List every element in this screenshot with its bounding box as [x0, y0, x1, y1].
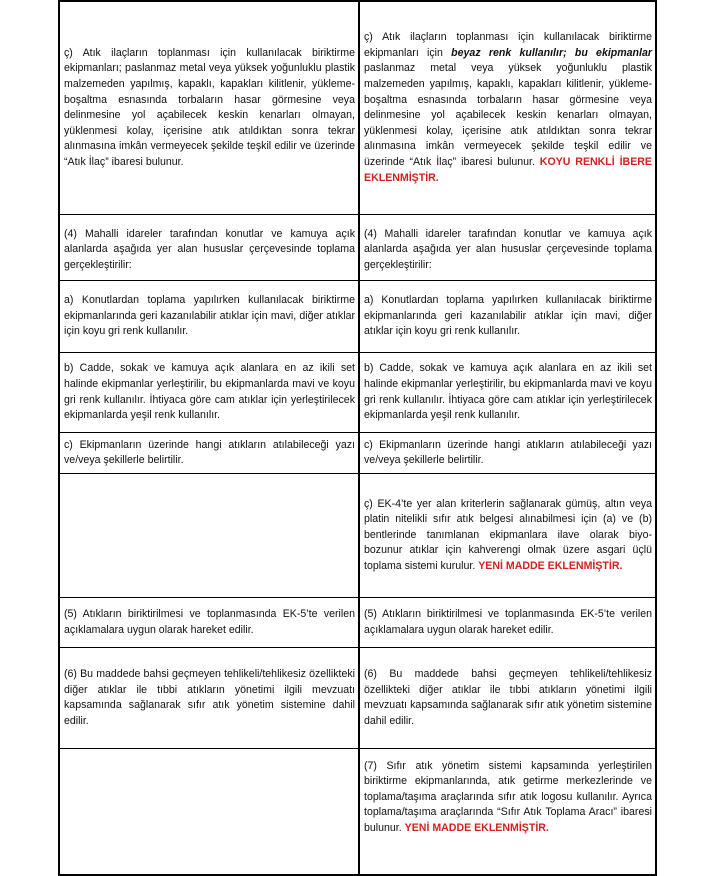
old-text-cell — [59, 214, 359, 280]
new-text-cell — [359, 432, 656, 473]
new-paragraph: b) Cadde, sokak ve kamuya açık alanlara en az ikili set halinde ekipmanlar yerleştirilir, bu ekipmanlarda mavi ve koyu gri renk kullanılır. İhtiyaca göre cam atıklar için yerleştirilecek ekipmanlarda yeşil renk kullanılır. — [364, 362, 652, 422]
old-text-cell — [59, 647, 359, 748]
old-text-cell — [59, 432, 359, 473]
new-paragraph-text: paslanmaz metal veya yüksek yoğunluklu plastik malzemeden yapılmış, kapaklı, kapakları kilitlenir, yükleme-boşaltma esnasında torbaların hasar görmesine veya delinmesine yol açabilecek keskin kenarları olmayan, yüklenmesi kolay, içerisine atık atıldıktan sonra tekrar alınmasına imkân vermeyecek şekilde teşkil edilir ve üzerinde “Atık İlaç” ibaresi bulunur. — [364, 62, 652, 169]
new-paragraph-text: ç) EK-4’te yer alan kriterlerin sağlanarak gümüş, altın veya platin nitelikli sıfır atık belgesi alınabilmesi için (a) ve (b) bentlerinde tanımlanan ekipmanlara ilave olarak biyo-bozunur atıklar için kahverengi olmak üzere asgari üçlü toplama sistemi kurulur. — [364, 497, 652, 573]
new-paragraph: (6) Bu maddede bahsi geçmeyen tehlikeli/tehlikesiz özellikteki diğer atıklar ile tıbbi atıkların yönetimi ilgili mevzuatı kapsamında sağlanarak sıfır atık yönetim sistemine dahil edilir. — [364, 668, 652, 727]
new-paragraph — [364, 30, 652, 186]
old-paragraph: a) Konutlardan toplama yapılırken kullanılacak biriktirme ekipmanlarında geri kazanılabilir atıklar için mavi, diğer atıklar için koyu gri renk kullanılır. — [64, 294, 355, 338]
new-text-cell — [359, 748, 656, 875]
old-text-cell — [59, 597, 359, 647]
new-text-cell — [359, 214, 656, 280]
table-row — [59, 473, 656, 597]
old-paragraph: (6) Bu maddede bahsi geçmeyen tehlikeli/tehlikesiz özellikteki diğer atıklar ile tıbbi atıkların yönetimi ilgili mevzuatı kapsamında sağlanarak sıfır atık yönetim sistemine dahil edilir. — [64, 668, 355, 727]
table-row — [59, 432, 656, 473]
new-paragraph: (4) Mahalli idareler tarafından konutlar ve kamuya açık alanlarda aşağıda yer alan hususlar çerçevesinde toplama gerçekleştirilir: — [364, 227, 652, 271]
new-text-cell — [359, 597, 656, 647]
comparison-table — [58, 0, 657, 876]
new-paragraph-text: (7) Sıfır atık yönetim sistemi kapsamında yerleştirilen biriktirme ekipmanlarında, atık getirme merkezlerinde ve toplama/taşıma araçlarında sıfır atık logosu kullanılır. Ayrıca toplama/taşıma araçlarında “Sıfır Atık Toplama Aracı” ibaresi bulunur. — [364, 759, 652, 835]
new-paragraph — [364, 497, 652, 575]
new-text-cell — [359, 352, 656, 432]
table-row — [59, 748, 656, 875]
table-row — [59, 280, 656, 352]
new-paragraph: c) Ekipmanların üzerinde hangi atıkların atılabileceği yazı ve/veya şekillerle belirtilir. — [364, 438, 652, 467]
table-row — [59, 352, 656, 432]
old-text-cell-empty — [59, 748, 359, 875]
old-paragraph: ç) Atık ilaçların toplanması için kullanılacak biriktirme ekipmanları; paslanmaz metal veya yüksek yoğunluklu plastik malzemeden yapılmış, kapaklı, kapakları kilitlenir, yükleme-boşaltma esnasında torbaların hasar görmesine veya delinmesine yol açabilecek keskin kenarları olmayan, yüklenmesi kolay, içerisine atık atıldıktan sonra tekrar alınmasına imkân vermeyecek şekilde teşkil edilir ve üzerinde “Atık İlaç” ibaresi bulunur. — [64, 46, 355, 169]
table-row — [59, 214, 656, 280]
table-row — [59, 597, 656, 647]
new-paragraph: a) Konutlardan toplama yapılırken kullanılacak biriktirme ekipmanlarında geri kazanılabilir atıklar için mavi, diğer atıklar için koyu gri renk kullanılır. — [364, 294, 652, 338]
old-paragraph: b) Cadde, sokak ve kamuya açık alanlara en az ikili set halinde ekipmanlar yerleştirilir, bu ekipmanlarda mavi ve koyu gri renk kullanılır. İhtiyaca göre cam atıklar için yerleştirilecek ekipmanlarda yeşil renk kullanılır. — [64, 362, 355, 422]
new-paragraph — [364, 759, 652, 837]
table-row — [59, 647, 656, 748]
new-paragraph-text: ç) Atık ilaçların toplanması için kullanılacak biriktirme ekipmanları için — [364, 31, 652, 59]
emphasis-text: beyaz renk kullanılır; bu ekipmanlar — [451, 46, 652, 59]
old-paragraph: (5) Atıkların biriktirilmesi ve toplanmasında EK-5’te verilen açıklamalara uygun olarak hareket edilir. — [64, 608, 355, 636]
new-text-cell — [359, 473, 656, 597]
new-text-cell — [359, 647, 656, 748]
change-note: YENİ MADDE EKLENMİŞTİR. — [478, 560, 623, 573]
change-note: YENİ MADDE EKLENMİŞTİR. — [404, 822, 549, 835]
old-text-cell — [59, 1, 359, 214]
old-paragraph: c) Ekipmanların üzerinde hangi atıkların atılabileceği yazı ve/veya şekillerle belirtilir. — [64, 438, 355, 467]
old-paragraph: (4) Mahalli idareler tarafından konutlar ve kamuya açık alanlarda aşağıda yer alan hususlar çerçevesinde toplama gerçekleştirilir: — [64, 227, 355, 271]
new-text-cell — [359, 1, 656, 214]
new-text-cell — [359, 280, 656, 352]
old-text-cell — [59, 280, 359, 352]
old-text-cell-empty — [59, 473, 359, 597]
new-paragraph: (5) Atıkların biriktirilmesi ve toplanmasında EK-5’te verilen açıklamalara uygun olarak hareket edilir. — [364, 608, 652, 636]
table-row — [59, 1, 656, 214]
change-note: KOYU RENKLİ İBERE EKLENMİŞTİR. — [364, 156, 652, 184]
old-text-cell — [59, 352, 359, 432]
